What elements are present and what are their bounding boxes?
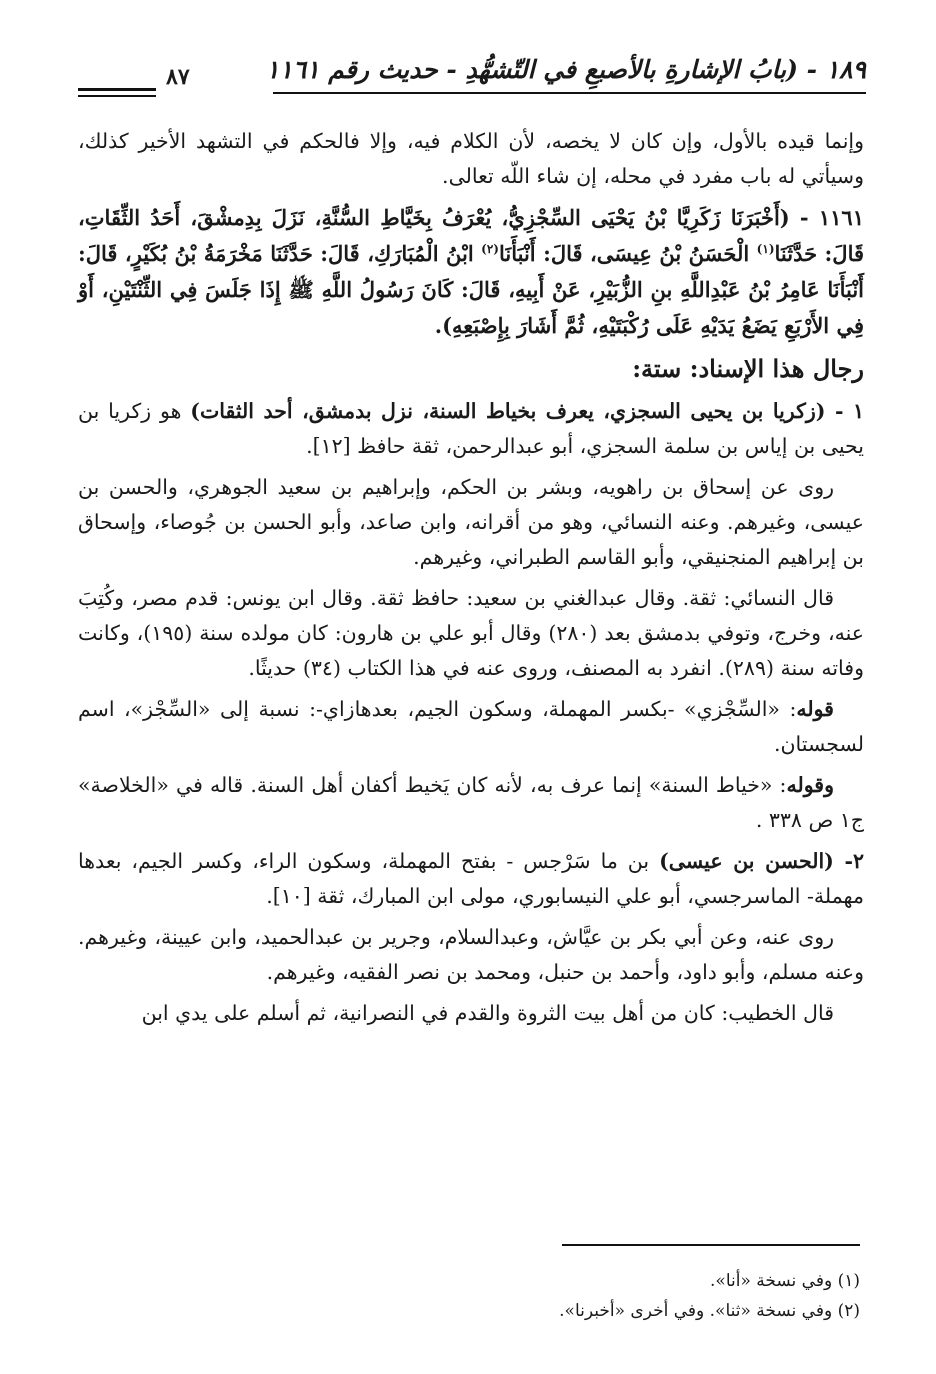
narrator-2-heading: ٢- (الحسن بن عيسى) <box>659 849 864 873</box>
footnotes <box>200 1266 860 1326</box>
section-heading: رجال هذا الإسناد: ستة: <box>632 354 864 383</box>
narrator-1-grading: قال النسائي: ثقة. وقال عبدالغني بن سعيد: حافظ ثقة. وقال ابن يونس: قدم مصر، وكُتِبَ عنه، وخرج، وتوفي بدمشق بعد (٢٨٠) وقال أبو علي بن هارون: كان مولده سنة (١٩٥)، وكانت وفاته سنة (٢٨٩). انفرد به المصنف، وروى عنه في هذا الكتاب (٣٤) حديثًا. <box>78 586 865 680</box>
main-text <box>78 124 864 1037</box>
narrator-1-heading: ١ - (زكريا بن يحيى السجزي، يعرف بخياط السنة، نزل بدمشق، أحد الثقات) <box>190 399 864 423</box>
footnote-marker-1: (١) <box>756 242 775 256</box>
running-title: ١٨٩ - (بابُ الإشارةِ بالأصبعِ في التّشهُّدِ - حديث رقم ١١٦١ <box>265 55 866 84</box>
footnote-marker-2: (٢) <box>481 242 499 256</box>
hadith-part-2: الْحَسَنُ بْنُ عِيسَى، قَالَ: أَنْبَأَنَا <box>498 241 757 266</box>
page-number-rule-thin <box>78 95 156 97</box>
header-rule <box>273 92 866 94</box>
narrator-1-heading-tail: هو زكريا بن يحيى بن إياس بن سلمة السجزي، أبو عبدالرحمن، ثقة حافظ [١٢]. <box>78 399 864 458</box>
note-1-text: : «السِّجْزي» -بكسر المهملة، وسكون الجيم، بعدهازاي-: نسبة إلى «السِّجْز»، اسم لسجستان. <box>78 697 864 756</box>
narrator-1-note-1 <box>78 692 864 762</box>
narrator-1-note-2 <box>78 768 864 838</box>
hadith-part-3: ابْنُ الْمُبَارَكِ، قَالَ: حَدَّثَنَا مَخْرَمَةُ بْنُ بُكَيْرٍ، قَالَ: أَنْبَأَنَا عَامِرُ بْنُ عَبْدِاللَّهِ بنِ الزُّبَيْرِ، عَنْ أَبِيهِ، قَالَ: كَانَ رَسُولُ اللَّهِ ﷺ إِذَا جَلَسَ فِي الثِّنْتَيْنِ، أَوْ فِي الأَرْبَعِ يَضَعُ يَدَيْهِ عَلَى رُكْبَتَيْهِ، ثُمَّ أَشَارَ بِإِصْبَعِهِ). <box>78 241 864 338</box>
intro-paragraph: وإنما قيده بالأول، وإن كان لا يخصه، لأن الكلام فيه، وإلا فالحكم في التشهد الأخير كذلك، وسيأتي له باب مفرد في محله، إن شاء اللّه تعالى. <box>78 129 865 188</box>
note-1-label: قوله <box>796 697 834 721</box>
narrator-2-heading-tail: بن ما سَرْجس - بفتح المهملة، وسكون الراء، وكسر الجيم، بعدها مهملة- الماسرجسي، أبو علي النيسابوري، مولى ابن المبارك، ثقة [١٠]. <box>78 849 864 908</box>
footnote-separator <box>562 1244 860 1246</box>
page-number-rule-thick <box>78 88 156 91</box>
footnote-2: (٢) وفي نسخة «ثنا». وفي أخرى «أخبرنا». <box>559 1301 860 1321</box>
hadith-text <box>78 200 864 344</box>
note-2-text: : «خياط السنة» إنما عرف به، لأنه كان يَخيط أكفان أهل السنة. قاله في «الخلاصة» ج١ ص ٣٣٨ . <box>78 773 864 832</box>
page-number: ٨٧ <box>166 64 190 90</box>
narrator-2-intro <box>78 844 864 914</box>
footnote-1: (١) وفي نسخة «أنا». <box>710 1271 860 1291</box>
hadith-part-1: ١١٦١ - (أَخْبَرَنَا زَكَرِيَّا بْنُ يَحْيَى السِّجْزِيُّ، يُعْرَفُ بِخَيَّاطِ السُّنَّةِ، نَزَلَ بِدِمشْقَ، أَحَدُ الثِّقَاتِ، قَالَ: حَدَّثَنَا <box>78 205 865 266</box>
narrator-2-khatib: قال الخطيب: كان من أهل بيت الثروة والقدم في النصرانية، ثم أسلم على يدي ابن <box>141 1001 834 1025</box>
narrator-1-teachers: روى عن إسحاق بن راهويه، وبشر بن الحكم، وإبراهيم بن سعيد الجوهري، والحسن بن عيسى، وغيرهم. وعنه النسائي، وهو من أقرانه، وابن صاعد، وأبو الحسن بن جُوصاء، وإسحاق بن إبراهيم المنجنيقي، وأبو القاسم الطبراني، وغيرهم. <box>78 475 864 569</box>
narrator-1-intro <box>78 394 864 464</box>
narrator-2-teachers: روى عنه، وعن أبي بكر بن عيَّاش، وعبدالسلام، وجرير بن عبدالحميد، وابن عيينة، وغيرهم. وعنه مسلم، وأبو داود، وأحمد بن حنبل، ومحمد بن نصر الفقيه، وغيرهم. <box>78 925 864 984</box>
page-header <box>78 52 866 102</box>
note-2-label: وقوله <box>786 773 834 797</box>
